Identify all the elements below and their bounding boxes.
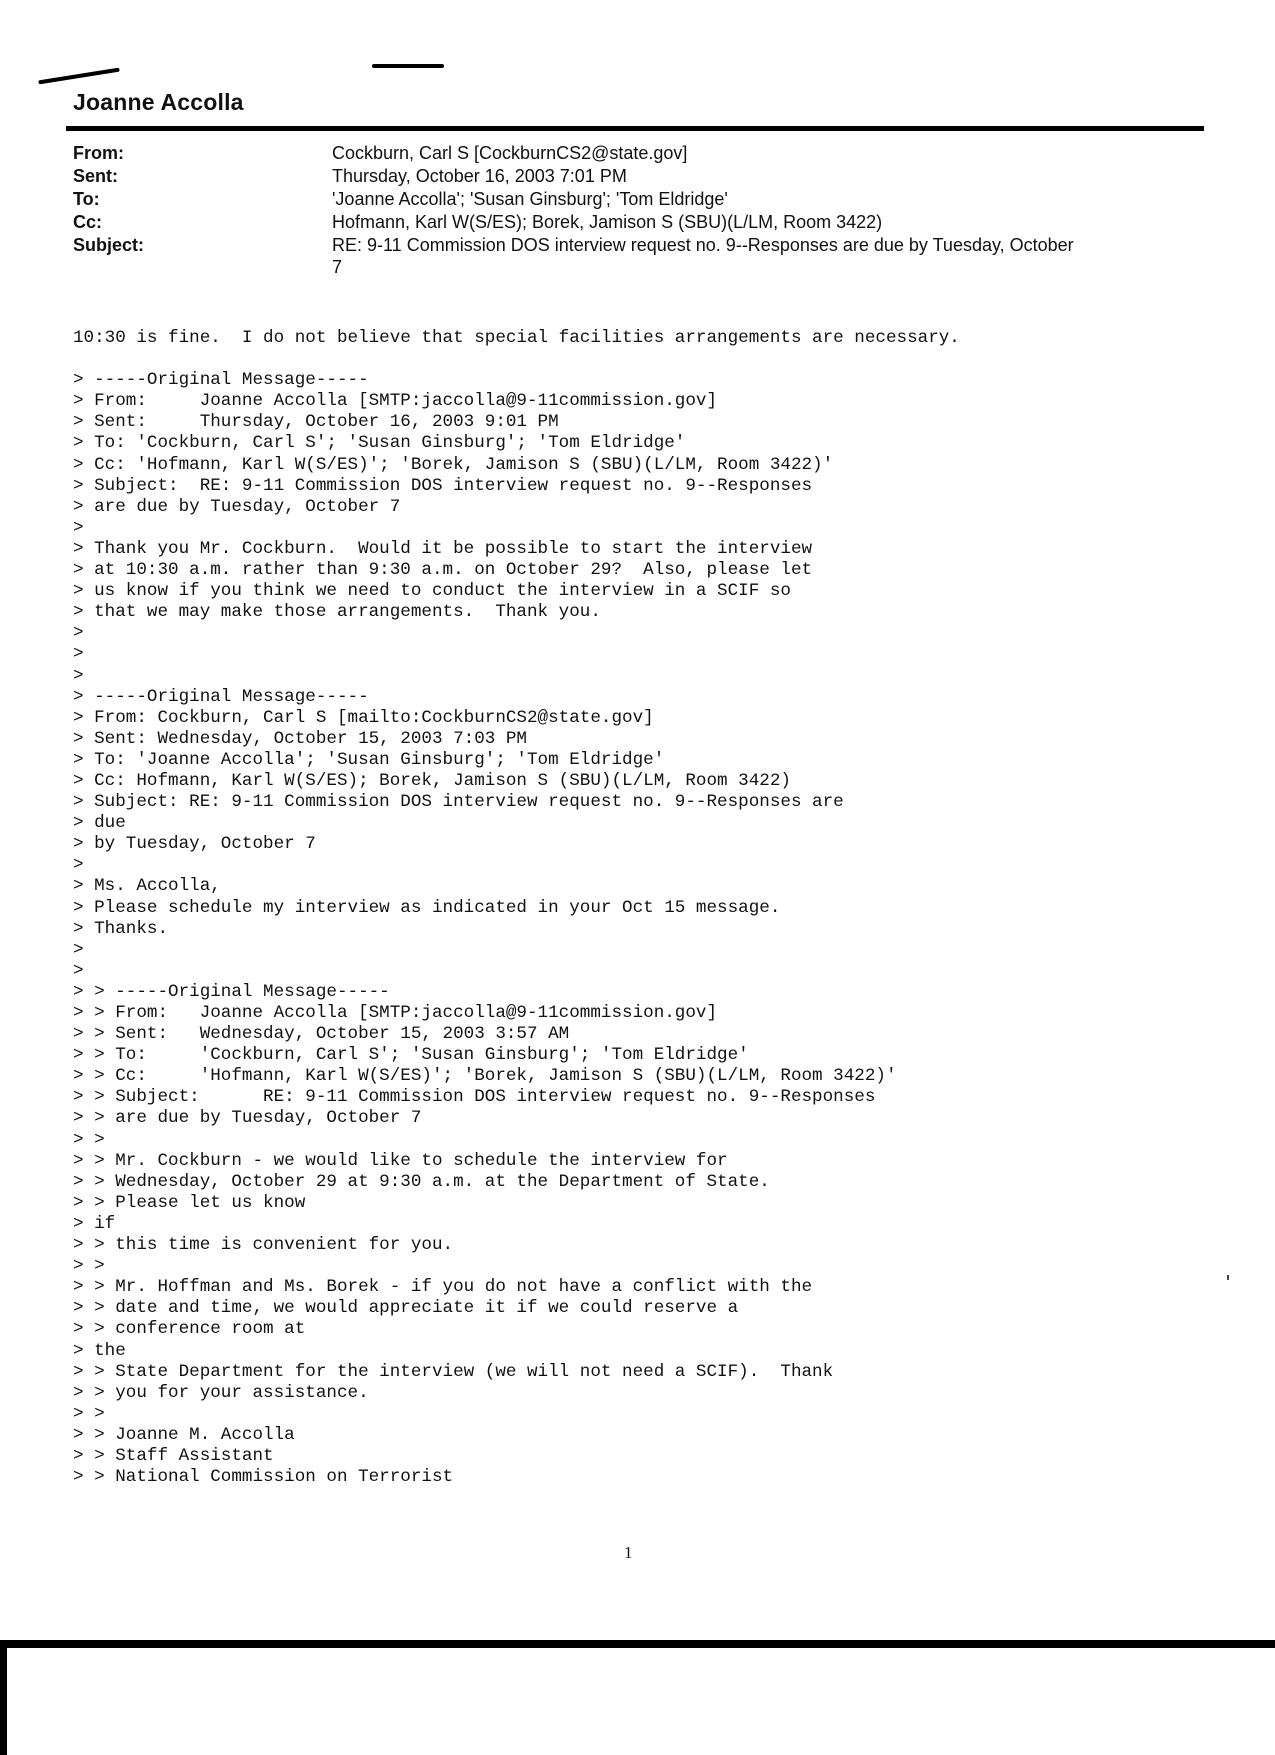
to-value: 'Joanne Accolla'; 'Susan Ginsburg'; 'Tom Eldridge' xyxy=(332,189,728,209)
scan-pen-mark-top xyxy=(372,64,444,68)
scan-bottom-border xyxy=(0,1640,1275,1648)
sent-value: Thursday, October 16, 2003 7:01 PM xyxy=(332,166,627,186)
email-body: 10:30 is fine. I do not believe that special facilities arrangements are necessary. > -----Original Message----- > From: Joanne Accolla [SMTP:jaccolla@9-11commission.gov] > Sent: Thursday, October 16, 2003 9:01 PM > To: 'Cockburn, Carl S'; 'Susan Ginsburg'; 'Tom Eldridge' > Cc: 'Hofmann, Karl W(S/ES)'; 'Borek, Jamison S (SBU)(L/LM, Room 3422)' > Subject: RE: 9-11 Commission DOS interview request no. 9--Responses > are due by Tuesday, October 7 > > Thank you Mr. Cockburn. Would it be possible to start the interview > at 10:30 a.m. rather than 9:30 a.m. on October 29? Also, please let > us know if you think we need to conduct the interview in a SCIF so > that we may make those arrangements. Thank you. > > > > -----Original Message----- > From: Cockburn, Carl S [mailto:CockburnCS2@state.gov] > Sent: Wednesday, October 15, 2003 7:03 PM > To: 'Joanne Accolla'; 'Susan Ginsburg'; 'Tom Eldridge' > Cc: Hofmann, Karl W(S/ES); Borek, Jamison S (SBU)(L/LM, Room 3422) > Subject: RE: 9-11 Commission DOS interview request no. 9--Responses are > due > by Tuesday, October 7 > > Ms. Accolla, > Please schedule my interview as indicated in your Oct 15 message. > Thanks. > > > > -----Original Message----- > > From: Joanne Accolla [SMTP:jaccolla@9-11commission.gov] > > Sent: Wednesday, October 15, 2003 3:57 AM > > To: 'Cockburn, Carl S'; 'Susan Ginsburg'; 'Tom Eldridge' > > Cc: 'Hofmann, Karl W(S/ES)'; 'Borek, Jamison S (SBU)(L/LM, Room 3422)' > > Subject: RE: 9-11 Commission DOS interview request no. 9--Responses > > are due by Tuesday, October 7 > > > > Mr. Cockburn - we would like to schedule the interview for > > Wednesday, October 29 at 9:30 a.m. at the Department of State. > > Please let us know > if > > this time is convenient for you. > > > > Mr. Hoffman and Ms. Borek - if you do not have a conflict with the > > date and time, we would appreciate it if we could reserve a > > conference room at > the > > State Department for the interview (we will not need a SCIF). Thank > > you for your assistance. > > > > Joanne M. Accolla > > Staff Assistant > > National Commission on Terrorist xyxy=(73,328,960,1488)
scan-left-edge xyxy=(0,1644,7,1755)
subject-value: RE: 9-11 Commission DOS interview request no. 9--Responses are due by Tuesday, October 7 xyxy=(332,235,1074,277)
subject-label: Subject: xyxy=(73,235,145,255)
page-number: 1 xyxy=(624,1543,633,1562)
scan-pen-mark-left xyxy=(38,68,120,85)
cc-value: Hofmann, Karl W(S/ES); Borek, Jamison S (SBU)(L/LM, Room 3422) xyxy=(332,212,883,232)
mailbox-owner-name: Joanne Accolla xyxy=(73,89,244,115)
from-label: From: xyxy=(73,143,124,163)
header-divider xyxy=(66,126,1204,131)
to-label: To: xyxy=(73,189,100,209)
from-value: Cockburn, Carl S [CockburnCS2@state.gov] xyxy=(332,143,688,163)
sent-label: Sent: xyxy=(73,166,118,186)
scan-speck xyxy=(1227,1275,1229,1280)
cc-label: Cc: xyxy=(73,212,103,232)
